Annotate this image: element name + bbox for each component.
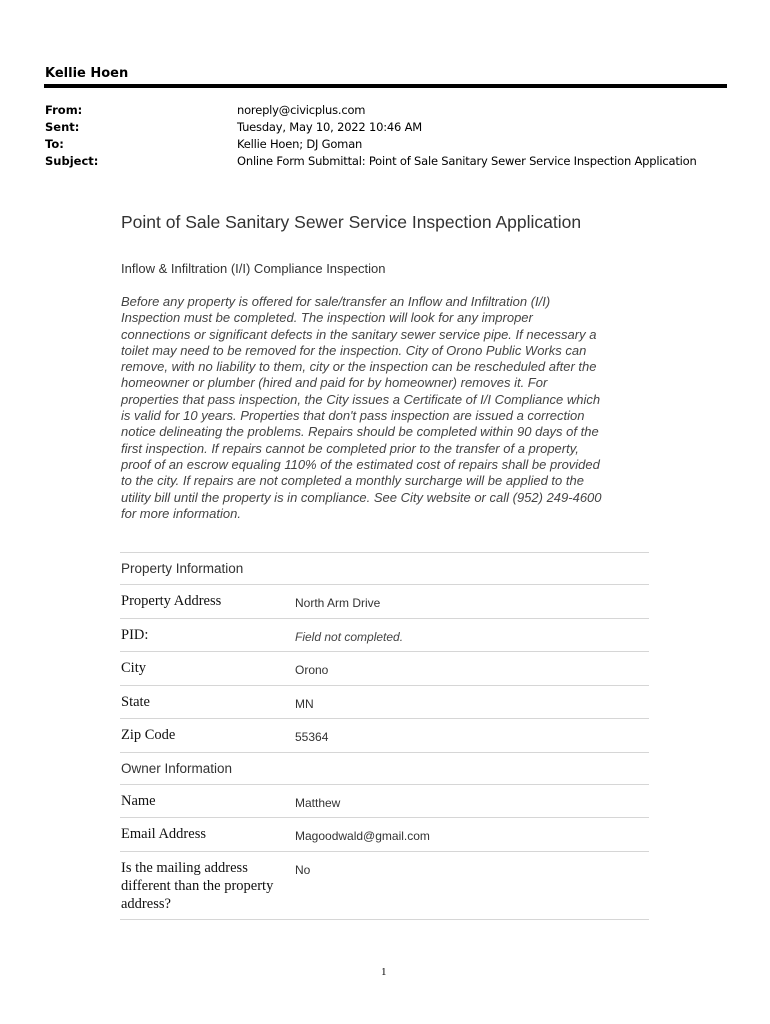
to-label: To: [45,137,64,151]
name-value: Matthew [295,795,341,810]
table-row [120,785,649,819]
label-line: Is the mailing address [121,859,248,876]
name-label: Name [121,792,156,809]
property-address-value: North Arm Drive [295,596,381,610]
description-line: to the city. If repairs are not completed a monthly surcharge will be applied to the [121,473,584,489]
mailing-address-different-value: No [295,862,311,877]
description-line: first inspection. If repairs cannot be completed prior to the transfer of a property, [121,440,579,456]
pid-value: Field not completed. [295,629,404,644]
from-value: noreply@civicplus.com [237,103,366,117]
subject-value: Online Form Submittal: Point of Sale Sanitary Sewer Service Inspection Application [237,154,697,168]
state-value: MN [295,696,314,711]
subject-row [45,153,697,170]
description-line: properties that pass inspection, the City issues a Certificate of I/I Compliance which [121,391,601,407]
sent-label: Sent: [45,120,80,134]
table-row [120,686,649,720]
description-line: proof of an escrow equaling 110% of the estimated cost of repairs shall be provided [121,456,600,472]
sent-value: Tuesday, May 10, 2022 10:46 AM [237,120,422,134]
form-subtitle: Inflow & Infiltration (I/I) Compliance Inspection [121,261,386,276]
state-label: State [121,693,150,710]
table-row [120,818,649,852]
email-headers [45,102,697,170]
table-row [120,719,649,753]
label-line: different than the property [121,877,274,894]
zip-code-label: Zip Code [121,727,176,743]
sender-name: Kellie Hoen [45,66,129,81]
description-line: Before any property is offered for sale/transfer an Inflow and Infiltration (I/I) [121,294,551,309]
property-section-heading: Property Information [120,553,649,585]
from-row [45,102,697,119]
description-line: homeowner or plumber (hired and paid for by homeowner) removes it. For [121,375,548,391]
owner-section-heading: Owner Information [120,753,649,785]
email-address-label: Email Address [121,826,206,842]
subject-label: Subject: [45,154,99,168]
city-label: City [121,660,146,676]
description-line: remove, with no liability to them, city or the inspection can be rescheduled after the [121,359,597,375]
from-label: From: [45,103,83,117]
description-line: Inspection must be completed. The inspection will look for any improper [121,310,533,326]
description-line: notice delineating the problems. Repairs should be completed within 90 days of the [121,424,599,440]
form-description [121,294,646,522]
description-line: utility bill until the property is in compliance. See City website or call (952) 249-4600 [121,489,602,505]
submission-table [120,552,649,920]
email-address-value: Magoodwald@gmail.com [295,829,430,843]
mailing-address-different-label [120,852,295,919]
city-value: Orono [295,663,329,677]
table-row [120,585,649,619]
pid-label: PID: [121,626,149,643]
form-title: Point of Sale Sanitary Sewer Service Inspection Application [121,212,582,232]
description-line: toilet may need to be removed for the inspection. City of Orono Public Works can [121,342,587,358]
sent-row [45,119,697,136]
to-value: Kellie Hoen; DJ Goman [237,137,363,151]
table-row [120,652,649,686]
description-line: connections or significant defects in the sanitary sewer service pipe. If necessary a [121,326,597,342]
to-row [45,136,697,153]
table-row [120,619,649,653]
property-address-label: Property Address [121,593,222,609]
label-line: address? [121,895,171,912]
zip-code-value: 55364 [295,730,329,744]
description-line: is valid for 10 years. Properties that don't pass inspection are issued a correction [121,408,585,424]
description-line: for more information. [121,505,241,521]
table-row [120,852,649,920]
page-number: 1 [381,966,387,978]
header-divider [44,84,727,88]
